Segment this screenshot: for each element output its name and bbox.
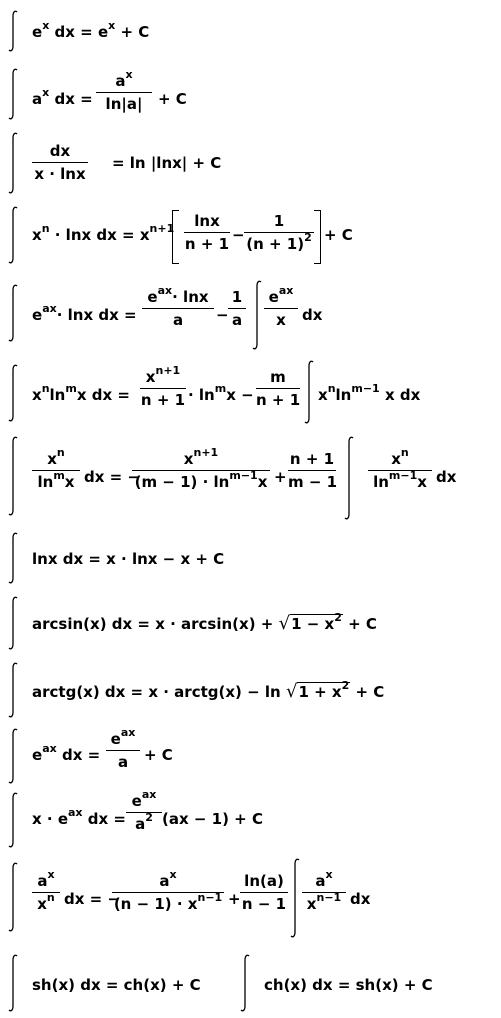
integral-sign-icon [250,280,264,350]
formula-lhs: $a^x$ dx = [32,86,93,108]
fraction: n + 1 m − 1 [288,450,338,491]
formula-13 [0,854,501,944]
integral-sign-icon [6,728,20,784]
integral-sign-icon [6,284,20,342]
fraction: 1 a [228,288,246,329]
dx: dx [350,890,371,908]
formula-12 [0,788,501,854]
fraction: $e^{ax}$ a [106,730,140,771]
formula-text: lnx dx = x · lnx − x + C [32,550,225,568]
left-bracket [172,210,179,264]
formula-1 [0,0,501,60]
fraction: lnx n + 1 [184,212,230,253]
integral-sign-icon [302,360,316,424]
fraction: $x^{n+1}$ $(m - 1) \cdot \ln^{m-1}x$ [132,450,270,491]
integral-sign-icon [6,364,20,422]
integral-sign-icon [6,132,20,194]
formula-text: sh(x) dx = ch(x) + C [32,976,201,994]
formula-6 [0,356,501,430]
fraction: $x^n$ $\ln^mx$ [32,450,80,491]
fraction: $e^{ax}$ $a^2$ [126,792,162,833]
integral-sign-icon [6,10,20,52]
integral-sign-icon [238,954,252,1012]
formula-rhs: + C [324,226,353,244]
fraction: $e^{ax}$ x [264,288,298,329]
integral-sign-icon [6,954,20,1012]
formula-lhs: $x \cdot e^{ax}$ dx = [32,806,126,828]
integral-sign-icon [342,436,356,520]
formula-11 [0,724,501,788]
formula-mid: · $\ln^mx$ − [188,382,254,404]
formula-14 [0,948,501,1014]
formula-text: arctg(x) dx = x · arctg(x) − $\ln √1 + x^2 + C$ [32,679,385,702]
plus: + [228,890,241,908]
minus: − [232,226,245,244]
formula-rhs: + C [158,90,187,108]
formula-10 [0,656,501,724]
plus: + [274,468,287,486]
formula-3 [0,128,501,198]
fraction: $a^x$ ln|a| [96,72,152,113]
formula-5 [0,274,501,356]
dx: dx [436,468,457,486]
formula-eq: dx = − [84,468,140,486]
formula-2 [0,62,501,128]
fraction: $a^x$ $x^n$ [32,872,60,913]
integral-sign-icon [6,596,20,650]
formula-text: $e^x$ dx = $e^x + C$ [32,19,150,41]
integral-sign-icon [288,858,302,938]
integral-sign-icon [6,662,20,718]
formula-4 [0,198,501,274]
formula-lhs: $x^n\ln^mx$ dx = [32,382,130,404]
formula-rhs: (ax − 1) + C [162,810,263,828]
integral-sign-icon [6,532,20,584]
formula-eq: dx = − [64,890,120,908]
formula-text: arcsin(x) dx = $x \cdot \arcsin(x) + √1 - x^2 + C$ [32,611,377,634]
formula-lhs: $x^n \cdot \ln x$ dx = $x^{n+1}$ [32,222,175,244]
minus: − [216,306,229,324]
fraction: $x^{n+1}$ n + 1 [140,364,186,409]
dx: dx [302,306,323,324]
formula-8 [0,528,501,588]
right-bracket [314,210,321,264]
fraction: 1 $(n + 1)^2$ [244,212,314,253]
fraction: $x^n$ $\ln^{m-1}x$ [368,450,432,491]
fraction: $a^x$ $x^{n-1}$ [302,872,346,913]
formula-rhs: = ln |lnx| + C [112,154,222,172]
formula-rhs: $x^n\ln^{m-1}$ x dx [318,382,421,404]
formula-lhs: $e^{ax}$ dx = [32,742,101,764]
integral-sign-icon [6,862,20,932]
fraction: m n + 1 [256,368,301,409]
integral-sign-icon [6,436,20,516]
integral-sign-icon [6,68,20,120]
fraction: $a^x$ $(n - 1) \cdot x^{n-1}$ [113,868,223,913]
formula-lhs: $e^{ax}\cdot \ln x$ dx = [32,302,137,324]
fraction: $e^{ax}\cdot \ln x$ a [142,288,214,329]
integral-sign-icon [6,206,20,264]
formula-text: ch(x) dx = sh(x) + C [264,976,433,994]
fraction: dx x · lnx [32,142,88,183]
formula-7 [0,430,501,528]
fraction: ln(a) n − 1 [241,872,287,913]
formula-rhs: + C [144,746,173,764]
integral-sign-icon [6,792,20,848]
formula-9 [0,590,501,656]
